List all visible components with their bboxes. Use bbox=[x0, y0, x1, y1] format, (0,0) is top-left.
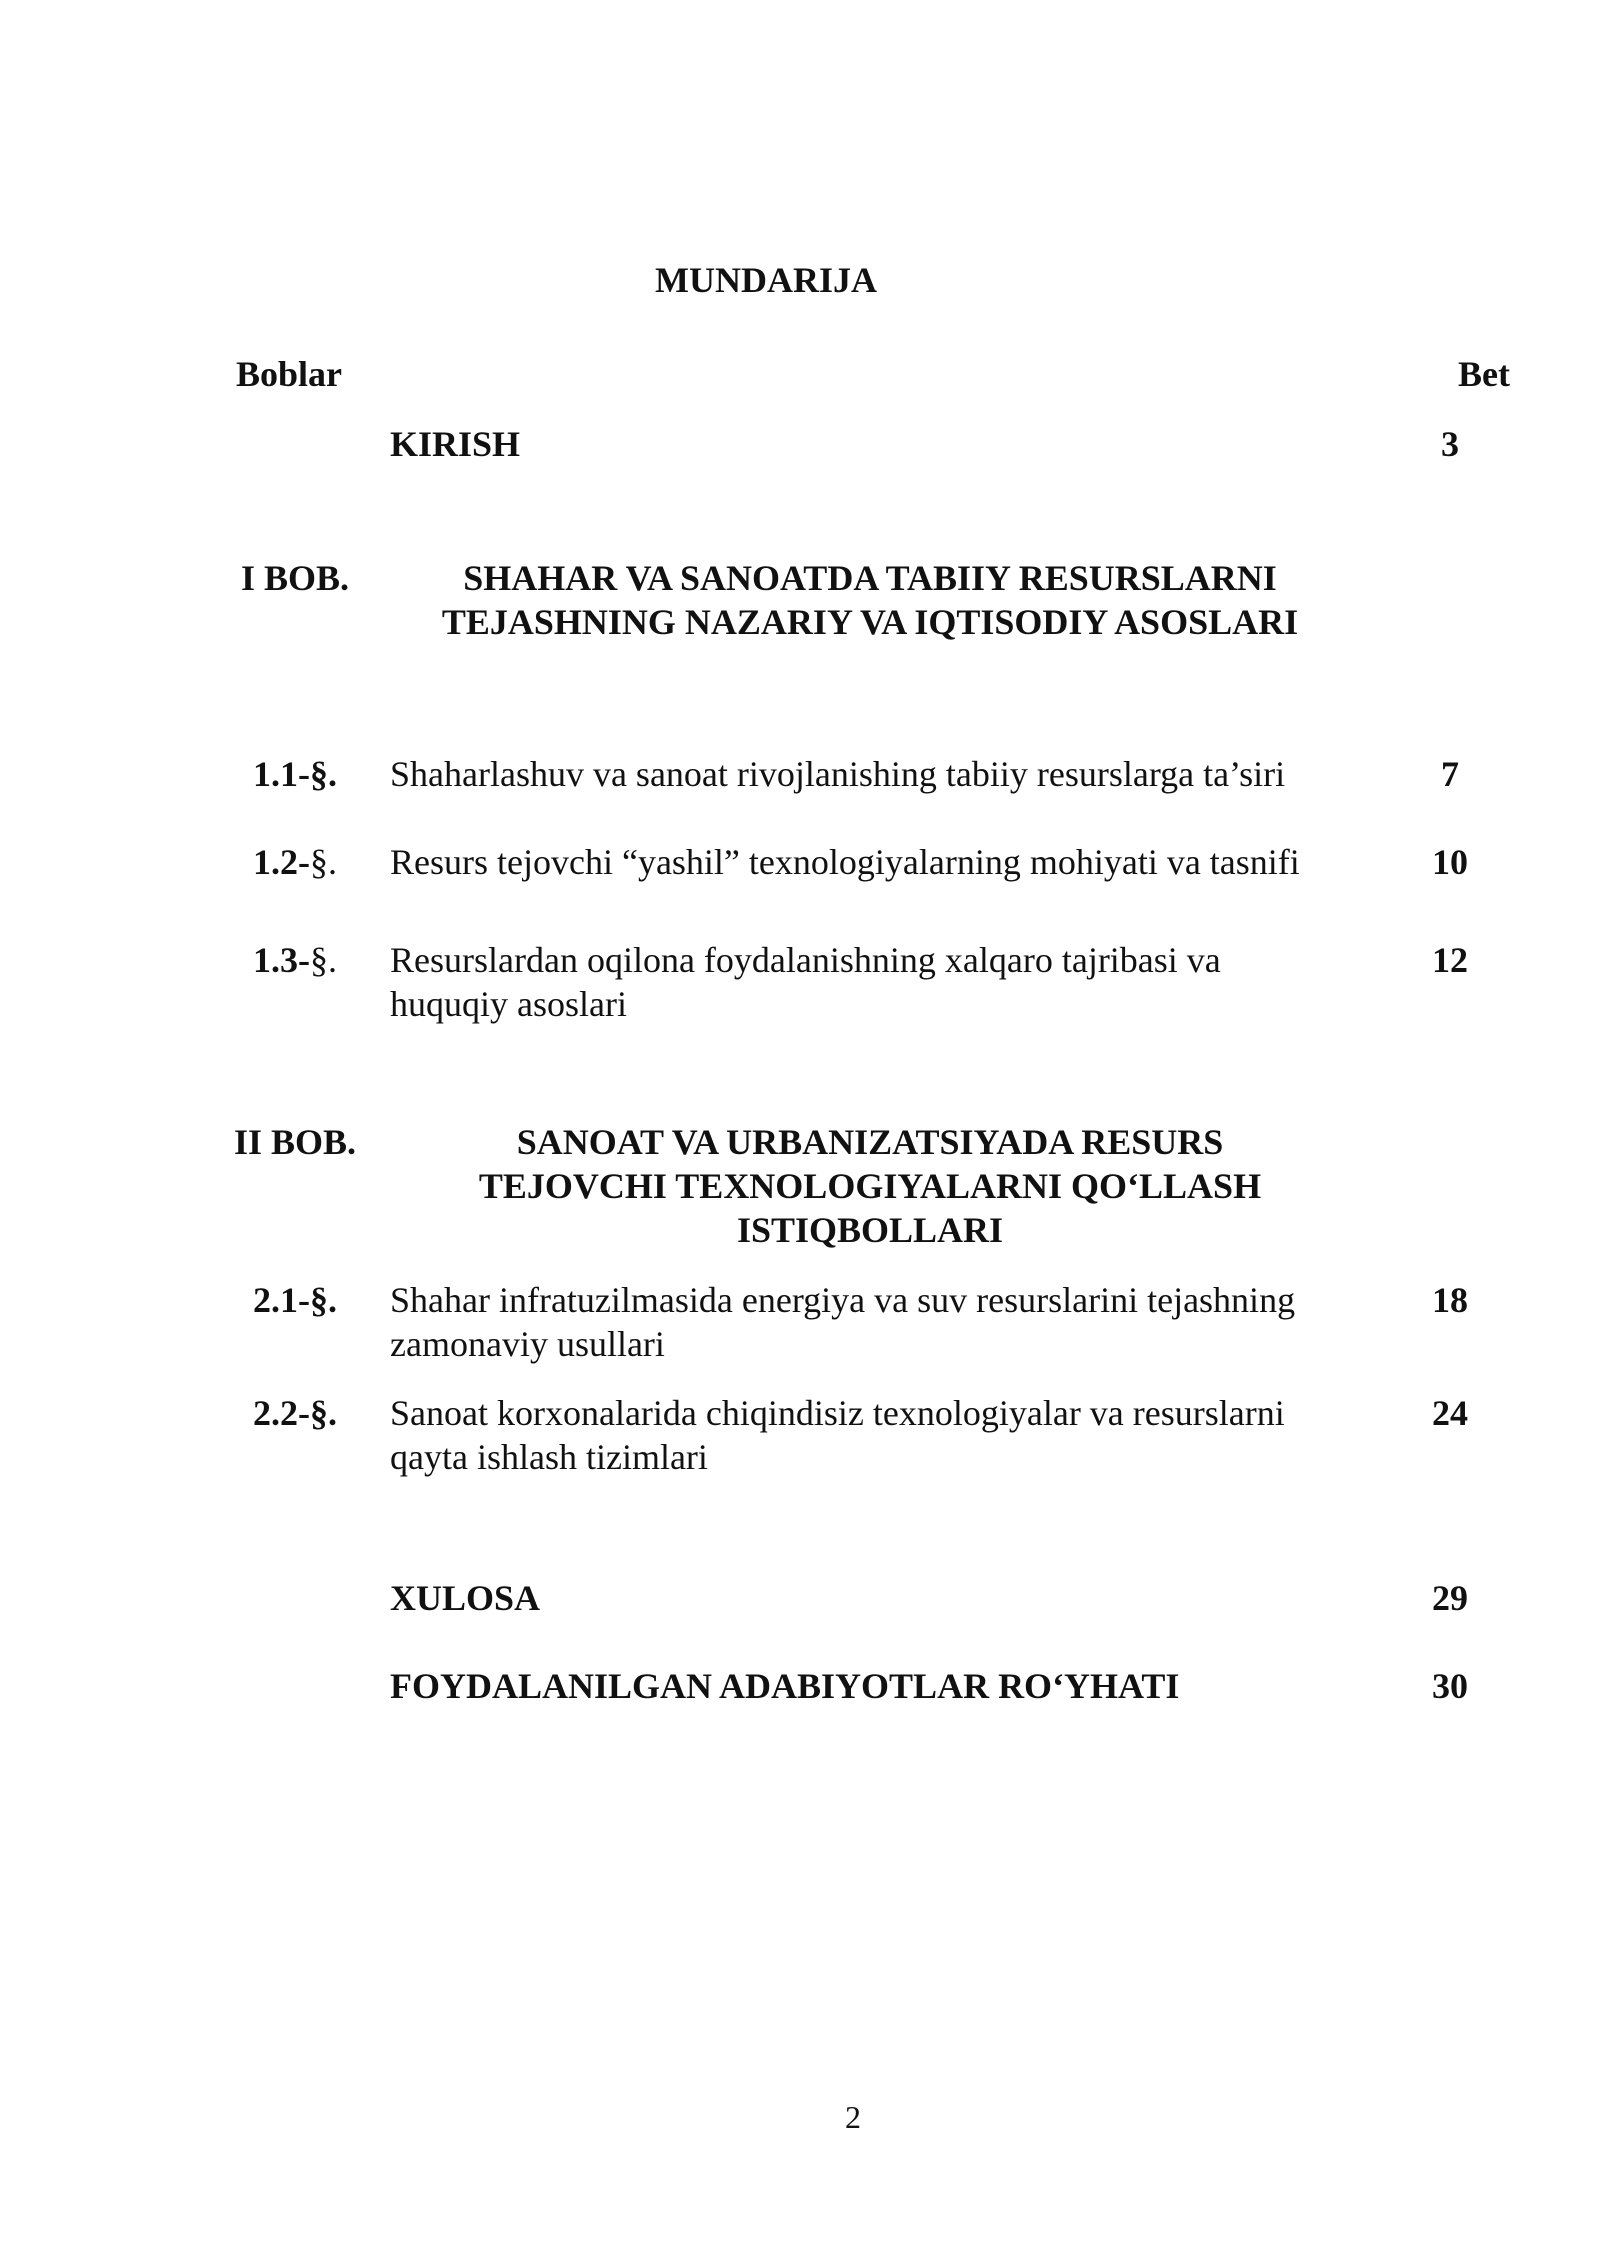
section-1-2-page: 10 bbox=[1432, 842, 1468, 882]
section-1-2-number-mark: §. bbox=[310, 842, 337, 882]
section-2-1-page: 18 bbox=[1432, 1280, 1468, 1320]
section-1-3-title-line-1: Resurslardan oqilona foydalanishning xalqaro tajribasi va bbox=[390, 940, 1221, 980]
toc-intro-title[interactable]: KIRISH bbox=[390, 424, 521, 464]
chapter-2-title-line-3: ISTIQBOLLARI bbox=[736, 1210, 1004, 1250]
section-2-2-page: 24 bbox=[1432, 1393, 1468, 1433]
chapter-1-title-line-1: SHAHAR VA SANOATDA TABIIY RESURSLARNI bbox=[463, 558, 1277, 598]
section-1-3-number bbox=[200, 938, 390, 982]
toc-conclusion-page: 29 bbox=[1432, 1578, 1468, 1618]
chapter-2-label: II BOB. bbox=[233, 1122, 357, 1162]
section-1-1-page: 7 bbox=[1441, 754, 1459, 794]
toc-conclusion-title[interactable]: XULOSA bbox=[390, 1578, 541, 1618]
section-1-3-number-main: 1.3- bbox=[253, 940, 310, 980]
section-1-2-title[interactable]: Resurs tejovchi “yashil” texnologiyalarning mohiyati va tasnifi bbox=[390, 842, 1300, 882]
chapter-1-title[interactable] bbox=[390, 556, 1350, 644]
chapter-1-label: I BOB. bbox=[240, 558, 350, 598]
section-2-1-title-line-1: Shahar infratuzilmasida energiya va suv resurslarini tejashning bbox=[390, 1280, 1296, 1320]
toc-references-page: 30 bbox=[1432, 1666, 1468, 1706]
section-2-1-title[interactable] bbox=[390, 1278, 1350, 1366]
column-header-chapters: Boblar bbox=[236, 354, 343, 394]
chapter-2-title-line-2: TEJOVCHI TEXNOLOGIYALARNI QO‘LLASH bbox=[478, 1166, 1262, 1206]
section-2-2-title-line-1: Sanoat korxonalarida chiqindisiz texnologiyalar va resurslarni bbox=[390, 1393, 1285, 1433]
page-number: 2 bbox=[845, 2099, 861, 2135]
chapter-1-title-line-2: TEJASHNING NAZARIY VA IQTISODIY ASOSLARI bbox=[441, 602, 1299, 642]
section-2-1-title-line-2: zamonaviy usullari bbox=[390, 1324, 665, 1364]
column-header-page: Bet bbox=[1458, 354, 1510, 394]
page-title: MUNDARIJA bbox=[655, 260, 877, 300]
section-1-2-number bbox=[200, 840, 390, 884]
section-2-2-title[interactable] bbox=[390, 1391, 1350, 1479]
section-2-2-number: 2.2-§. bbox=[253, 1393, 337, 1433]
section-1-1-number: 1.1-§. bbox=[253, 754, 337, 794]
section-1-3-number-mark: §. bbox=[310, 940, 337, 980]
section-2-1-number: 2.1-§. bbox=[253, 1280, 337, 1320]
section-1-2-number-main: 1.2- bbox=[253, 842, 310, 882]
toc-intro-page: 3 bbox=[1441, 424, 1459, 464]
chapter-2-title-line-1: SANOAT VA URBANIZATSIYADA RESURS bbox=[516, 1122, 1224, 1162]
section-1-3-title[interactable] bbox=[390, 938, 1350, 1026]
section-1-3-page: 12 bbox=[1432, 940, 1468, 980]
chapter-2-title[interactable] bbox=[390, 1120, 1350, 1252]
toc-references-title[interactable]: FOYDALANILGAN ADABIYOTLAR RO‘YHATI bbox=[390, 1666, 1180, 1706]
section-1-1-title[interactable]: Shaharlashuv va sanoat rivojlanishing tabiiy resurslarga ta’siri bbox=[390, 754, 1286, 794]
section-2-2-title-line-2: qayta ishlash tizimlari bbox=[390, 1437, 708, 1477]
section-1-3-title-line-2: huquqiy asoslari bbox=[390, 984, 627, 1024]
